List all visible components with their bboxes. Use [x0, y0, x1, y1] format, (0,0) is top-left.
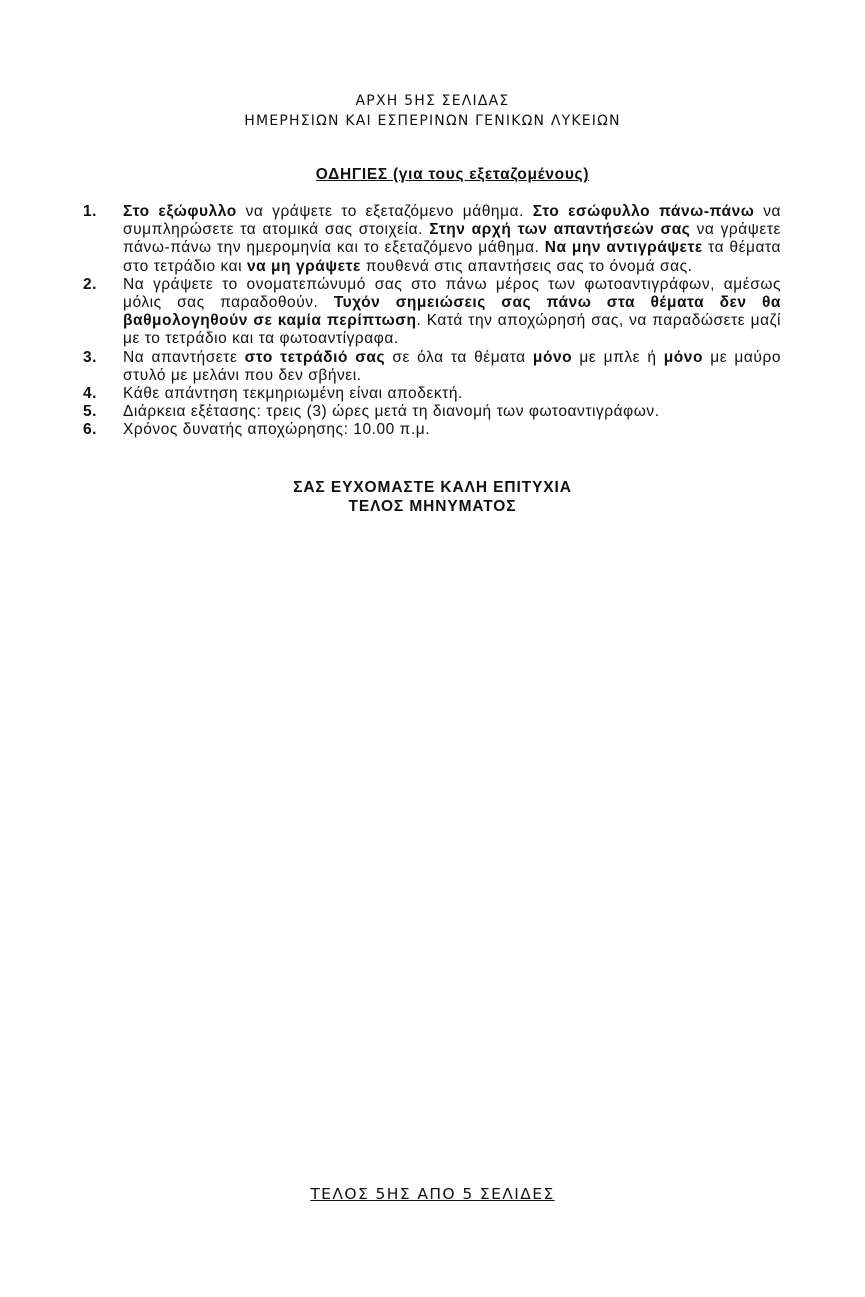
- instruction-item: [83, 421, 781, 439]
- good-luck-label: ΣΑΣ ΕΥΧΟΜΑΣΤΕ ΚΑΛΗ ΕΠΙΤΥΧΙΑ: [293, 479, 572, 496]
- instruction-fragment: Διάρκεια εξέτασης: τρεις (3) ώρες μετά τη διανομή των φωτοαντιγράφων.: [123, 403, 660, 421]
- instruction-item: [83, 403, 781, 421]
- page-header: [0, 91, 865, 131]
- instruction-item: [83, 349, 781, 385]
- closing-message: [0, 479, 865, 516]
- instruction-emphasis: στο τετράδιό σας: [244, 348, 386, 366]
- page-footer: ΤΕΛΟΣ 5ΗΣ ΑΠΟ 5 ΣΕΛΙΔΕΣ: [310, 1185, 555, 1203]
- instruction-item: [83, 385, 781, 403]
- instruction-text: [123, 403, 781, 421]
- instruction-emphasis: Τυχόν σημειώσεις σας πάνω στα θέματα δεν θα βαθμολογηθούν σε καμία περίπτωση: [123, 294, 781, 330]
- instruction-fragment: Να γράψετε το ονοματεπώνυμό σας στο πάνω μέρος των φωτοαντιγράφων, αμέσως μόλις σας παραδοθούν.: [123, 275, 781, 312]
- instruction-fragment: τα θέματα στο τετράδιο και: [123, 239, 781, 275]
- instruction-number: 1.: [83, 203, 98, 220]
- instruction-item: [83, 276, 781, 349]
- instruction-fragment: να γράψετε το εξεταζόμενο μάθημα.: [236, 203, 533, 220]
- instruction-fragment: . Κατά την αποχώρησή σας, να παραδώσετε μαζί με το τετράδιο και τα φωτοαντίγραφα.: [123, 312, 781, 348]
- instruction-number: 6.: [83, 421, 98, 439]
- instruction-fragment: Κάθε απάντηση τεκμηριωμένη είναι αποδεκτή.: [123, 385, 463, 403]
- instruction-emphasis: Στο εσώφυλλο πάνω-πάνω: [532, 203, 755, 220]
- end-of-message-label: ΤΕΛΟΣ ΜΗΝΥΜΑΤΟΣ: [348, 497, 517, 515]
- page-start-label: ΑΡΧΗ 5ΗΣ ΣΕΛΙΔΑΣ: [355, 93, 510, 109]
- instruction-fragment: με μπλε ή: [572, 348, 664, 366]
- instruction-text: [123, 349, 781, 385]
- instruction-emphasis: μόνο: [532, 348, 573, 366]
- instruction-fragment: σε όλα τα θέματα: [385, 348, 533, 366]
- instructions-list: [83, 203, 781, 440]
- instruction-item: [83, 203, 781, 276]
- instruction-fragment: πουθενά στις απαντήσεις σας το όνομά σας.: [360, 257, 693, 275]
- instruction-fragment: Χρόνος δυνατής αποχώρησης: 10.00 π.μ.: [123, 421, 431, 439]
- instruction-fragment: να γράψετε πάνω-πάνω την ημερομηνία και το εξεταζόμενο μάθημα.: [123, 221, 781, 257]
- instruction-emphasis: Να μην αντιγράψετε: [544, 239, 703, 257]
- instruction-fragment: Να απαντήσετε: [123, 348, 245, 366]
- instruction-fragment: με μαύρο στυλό με μελάνι που δεν σβήνει.: [123, 348, 781, 384]
- instruction-emphasis: Στην αρχή των απαντήσεών σας: [429, 221, 691, 239]
- instruction-number: 4.: [83, 385, 98, 403]
- instruction-text: [123, 385, 781, 403]
- instruction-text: [123, 276, 781, 349]
- instruction-number: 5.: [83, 403, 98, 421]
- school-type-label: ΗΜΕΡΗΣΙΩΝ ΚΑΙ ΕΣΠΕΡΙΝΩΝ ΓΕΝΙΚΩΝ ΛΥΚΕΙΩΝ: [244, 113, 621, 129]
- instruction-emphasis: να μη γράψετε: [246, 257, 361, 275]
- instruction-text: [123, 421, 781, 439]
- instructions-title: ΟΔΗΓΙΕΣ (για τους εξεταζομένους): [315, 166, 590, 183]
- instruction-emphasis: Στο εξώφυλλο: [123, 203, 237, 220]
- instruction-number: 3.: [83, 348, 98, 366]
- instruction-number: 2.: [83, 275, 98, 293]
- instruction-fragment: να συμπληρώσετε τα ατομικά σας στοιχεία.: [123, 203, 781, 239]
- instruction-emphasis: μόνο: [663, 348, 703, 366]
- instruction-text: [123, 203, 781, 276]
